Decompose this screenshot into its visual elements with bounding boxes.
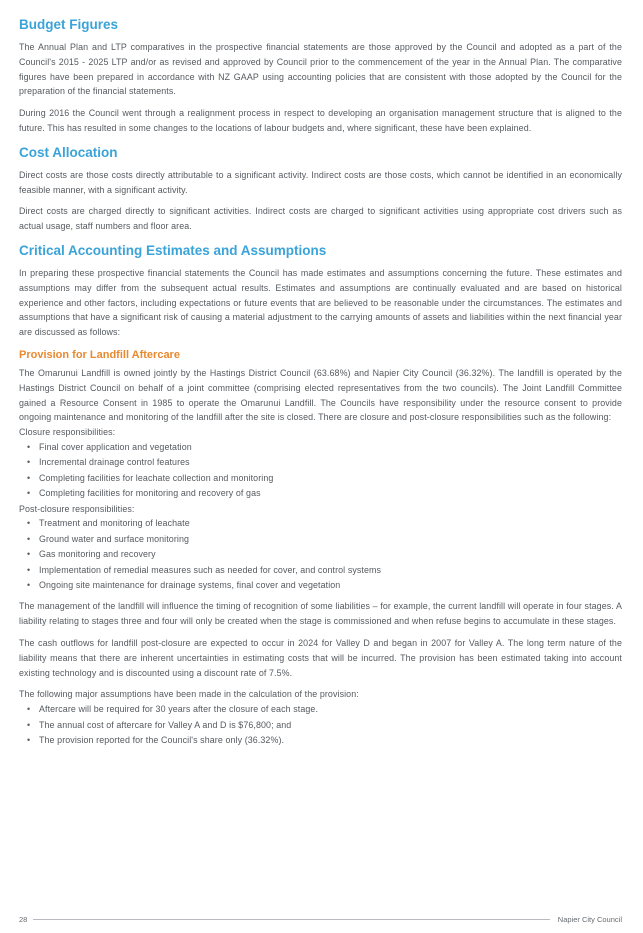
closure-list-label: Closure responsibilities: — [19, 427, 116, 438]
bullet-icon: • — [27, 564, 31, 575]
list-item: • Final cover application and vegetation — [19, 440, 622, 455]
bullet-icon: • — [27, 719, 31, 730]
paragraph: During 2016 the Council went through a realignment process in respect to developing an organisation management structure that is aligned to the future. This has resulted in some changes to the locations of labour budgets and, where significant, these have been explained. — [19, 108, 622, 133]
post-closure-list-label: Post-closure responsibilities: — [19, 503, 135, 514]
heading-cost-allocation: Cost Allocation — [19, 144, 118, 160]
post-closure-list — [19, 516, 622, 593]
list-item: • The provision reported for the Council's share only (36.32%). — [19, 733, 622, 748]
paragraph: The Omarunui Landfill is owned jointly by the Hastings District Council (63.68%) and Napier City Council (36.32%). The landfill is operated by the Hastings District Council on behalf of a joint committee (comprising elected representatives from the two councils). The Joint Landfill Committee gained a Resource Consent in 1985 to operate the Omarunui Landfill. The Councils have responsibility under the resource consent to provide ongoing maintenance and monitoring of the landfill after the site is closed. There are closure and post-closure responsibilities such as the following: — [19, 367, 622, 423]
assumptions-list — [19, 702, 622, 748]
bullet-icon: • — [27, 579, 31, 590]
footer-divider — [33, 919, 549, 920]
bullet-icon: • — [27, 533, 31, 544]
list-item: • Ground water and surface monitoring — [19, 532, 622, 547]
bullet-icon: • — [27, 518, 31, 529]
bullet-icon: • — [27, 734, 31, 745]
paragraph: Direct costs are those costs directly attributable to a significant activity. Indirect costs are those costs, which cannot be identified in an economically feasible manner, with a significant activity. — [19, 169, 622, 195]
paragraph: The Annual Plan and LTP comparatives in the prospective financial statements are those approved by the Council and adopted as a part of the Council's 2015 - 2025 LTP and/or as revised and approved by Council prior to the commencement of the year in the Annual Plan. The comparative figures have been prepared in accordance with NZ GAAP using accounting policies that are consistent with those adopted by the Council for the preparation of the financial statements. — [19, 42, 622, 97]
bullet-icon: • — [27, 441, 31, 452]
heading-critical-estimates: Critical Accounting Estimates and Assumptions — [19, 242, 327, 258]
list-item: • Aftercare will be required for 30 years after the closure of each stage. — [19, 702, 622, 717]
section-cost-allocation — [19, 144, 622, 234]
closure-list — [19, 440, 622, 502]
list-item: • Completing facilities for leachate collection and monitoring — [19, 471, 622, 486]
bullet-icon: • — [27, 457, 31, 468]
section-budget-figures — [19, 16, 622, 136]
list-item: • The annual cost of aftercare for Valley A and D is $76,800; and — [19, 718, 622, 733]
list-item: • Gas monitoring and recovery — [19, 547, 622, 562]
assumptions-list-label: The following major assumptions have been made in the calculation of the provision: — [19, 689, 359, 700]
document-page — [19, 16, 622, 748]
list-item: • Completing facilities for monitoring and recovery of gas — [19, 486, 622, 501]
paragraph: Direct costs are charged directly to significant activities. Indirect costs are charged to significant activities using appropriate cost drivers such as actual usage, staff numbers and floor area. — [19, 206, 622, 232]
page-number: 28 — [19, 914, 28, 924]
section-landfill-aftercare — [19, 348, 622, 748]
bullet-icon: • — [27, 472, 31, 483]
section-critical-estimates — [19, 242, 622, 340]
heading-budget-figures: Budget Figures — [19, 17, 119, 32]
list-item: • Incremental drainage control features — [19, 455, 622, 470]
list-item: • Ongoing site maintenance for drainage systems, final cover and vegetation — [19, 578, 622, 593]
list-item: • Implementation of remedial measures such as needed for cover, and control systems — [19, 563, 622, 578]
subheading-landfill-aftercare: Provision for Landfill Aftercare — [19, 348, 180, 361]
bullet-icon: • — [27, 704, 31, 715]
page-footer — [19, 913, 622, 925]
paragraph: In preparing these prospective financial statements the Council has made estimates and assumptions concerning the future. These estimates and assumptions may differ from the subsequent actual results. Estimates and assumptions are continually evaluated and are based on historical experience and other factors, including expectations or future events that are believed to be reasonable under the circumstances. The estimates and assumptions that have a significant risk of causing a material adjustment to the carrying amounts of assets and liabilities within the next financial year are discussed as follows: — [19, 267, 622, 338]
paragraph: The cash outflows for landfill post-closure are expected to occur in 2024 for Valley D and began in 2007 for Valley A. The long term nature of the liability means that there are inherent uncertainties in estimating costs that will be incurred. The provision has been estimated taking into account existing technology and is discounted using a discount rate of 7.5%. — [19, 637, 622, 678]
organisation-name: Napier City Council — [557, 914, 622, 924]
bullet-icon: • — [27, 549, 31, 560]
paragraph: The management of the landfill will influence the timing of recognition of some liabilities – for example, the current landfill will operate in four stages. A liability relating to stages three and four will only be created when the stage is commissioned and when refuse begins to accumulate in these stages. — [19, 601, 622, 627]
list-item: • Treatment and monitoring of leachate — [19, 516, 622, 531]
bullet-icon: • — [27, 488, 31, 499]
